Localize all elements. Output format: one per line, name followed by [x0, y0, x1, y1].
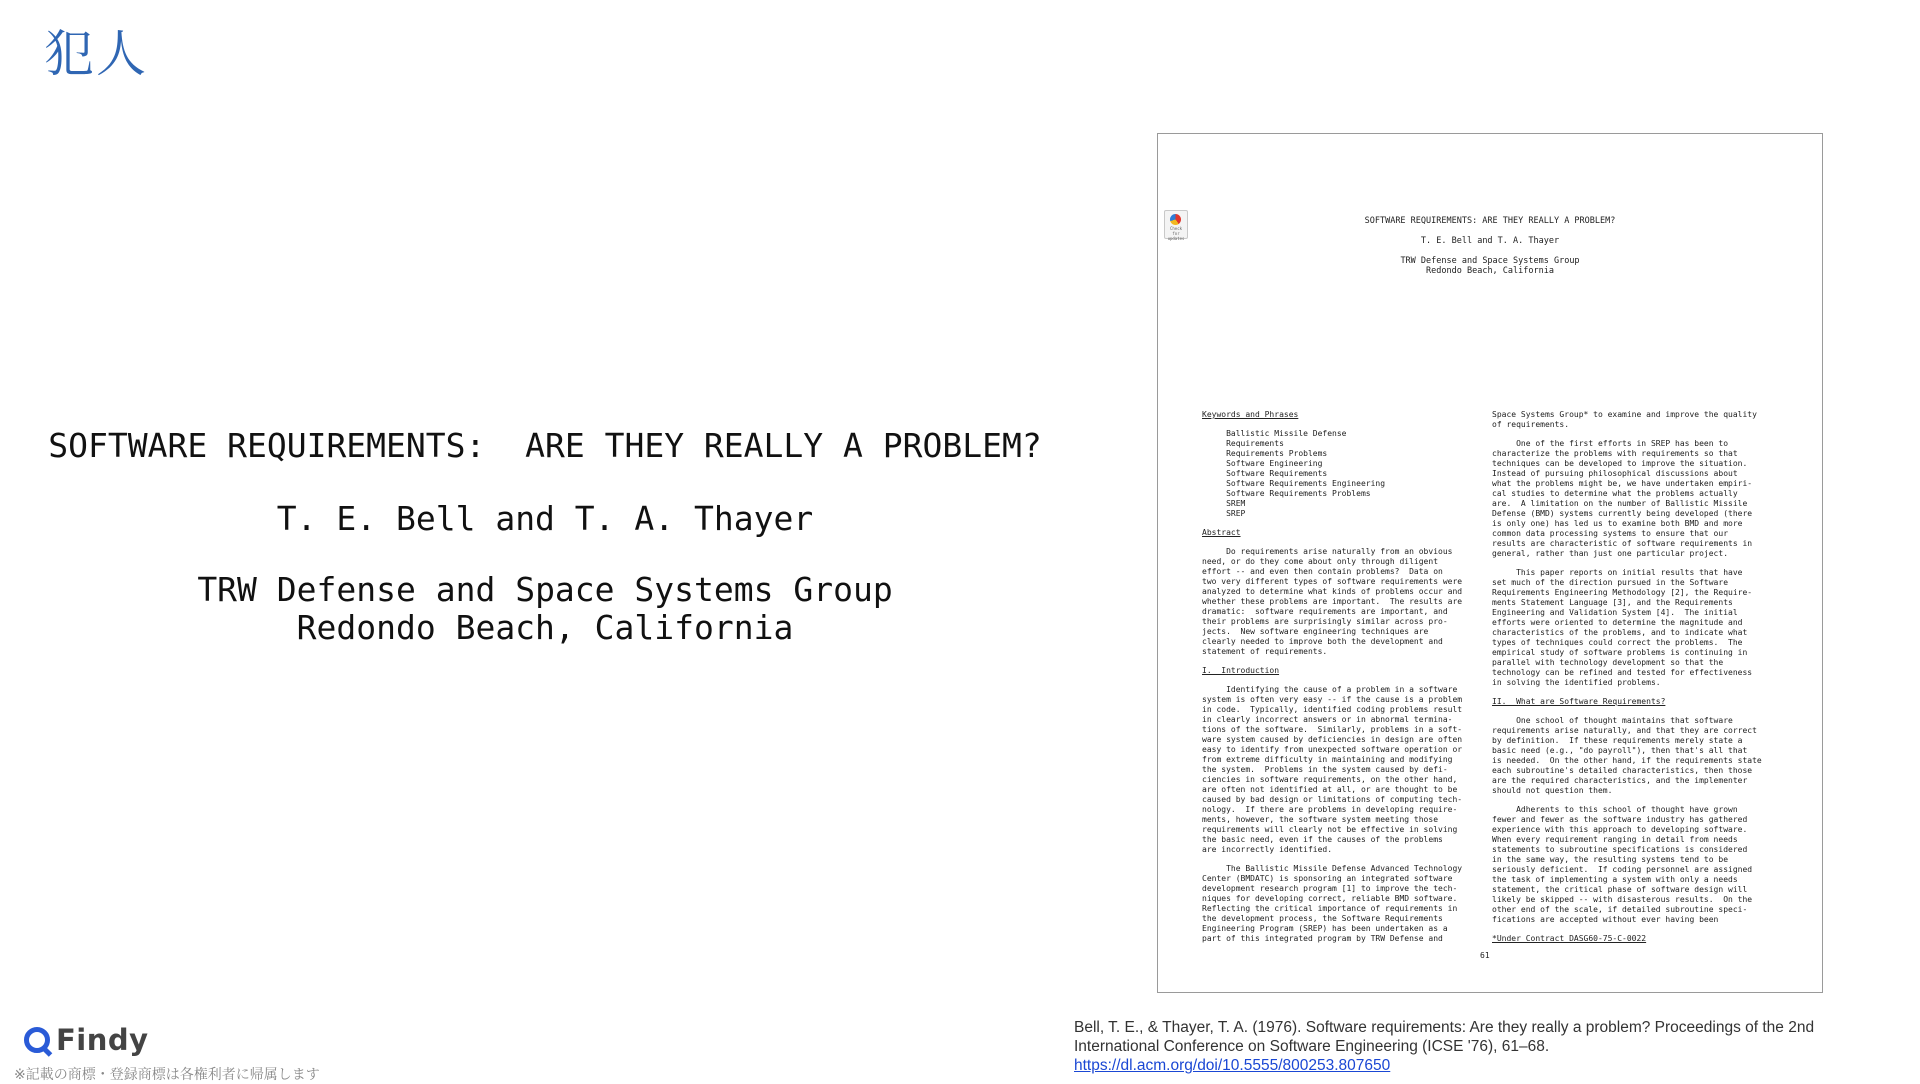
paper-text-line: Identifying the cause of a problem in a software: [1202, 685, 1458, 694]
paper-text-line: in clearly incorrect answers or in abnormal termina-: [1202, 715, 1453, 724]
paragraph-gap: [1202, 538, 1462, 547]
paper-text-line: cal studies to determine what the problems actually: [1492, 489, 1738, 498]
paragraph-gap: [1492, 430, 1762, 439]
paragraph-gap: [1492, 688, 1762, 697]
paper-text-line: what the problems might be, we have undertaken empiri-: [1492, 479, 1753, 488]
paper-text-line: the basic need, even if the causes of the problems: [1202, 835, 1443, 844]
paper-text-line: development research program [1] to improve the tech-: [1202, 884, 1458, 893]
paper-text-line: results are characteristic of software requirements in: [1492, 539, 1753, 548]
paragraph-gap: [1492, 925, 1762, 934]
paragraph-gap: [1202, 855, 1462, 864]
excerpt-place: Redondo Beach, California: [296, 608, 794, 647]
paper-text-line: Reflecting the critical importance of requirements in: [1202, 904, 1458, 913]
paragraph-gap: [1202, 657, 1462, 666]
paper-text-line: experience with this approach to developing software.: [1492, 825, 1748, 834]
paper-text-line: Requirements Engineering Methodology [2], the Require-: [1492, 588, 1753, 597]
paragraph-gap: [1492, 559, 1762, 568]
paper-left-column: [1202, 410, 1462, 944]
paper-text-line: is only one) has led us to examine both BMD and more: [1492, 519, 1743, 528]
paper-text-line: seriously deficient. If coding personnel are assigned: [1492, 865, 1753, 874]
paper-text-line: niques for developing correct, reliable BMD software.: [1202, 894, 1458, 903]
paper-text-line: requirements will clearly not be effective in solving: [1202, 825, 1458, 834]
paper-text-line: other end of the scale, if detailed subroutine speci-: [1492, 905, 1748, 914]
paper-text-line: the development process, the Software Requirements: [1202, 914, 1443, 923]
paper-text-line: in the same way, the resulting systems tend to be: [1492, 855, 1729, 864]
paragraph-gap: [1202, 519, 1462, 528]
paper-text-line: tions of the software. Similarly, problems in a soft-: [1202, 725, 1463, 734]
paper-text-line: should not question them.: [1492, 786, 1613, 795]
paragraph-gap: [1202, 420, 1462, 429]
paper-text-line: Ballistic Missile Defense: [1202, 429, 1347, 438]
paper-text-line: in code. Typically, identified coding problems result: [1202, 705, 1463, 714]
paper-text-line: One school of thought maintains that software: [1492, 716, 1733, 725]
paper-text-line: This paper reports on initial results that have: [1492, 568, 1743, 577]
paper-text-line: are often not identified at all, or are thought to be: [1202, 785, 1458, 794]
paper-text-line: Defense (BMD) systems currently being developed (there: [1492, 509, 1753, 518]
paper-text-line: the task of implementing a system with only a needs: [1492, 875, 1738, 884]
paper-text-line: two very different types of software requirements were: [1202, 577, 1463, 586]
paper-text-line: need, or do they come about only through diligent: [1202, 557, 1439, 566]
citation-text: Bell, T. E., & Thayer, T. A. (1976). Software requirements: Are they really a problem? Proceedings of the 2nd International Conference on Software Engineering (ICSE '76), 61–68.: [1074, 1019, 1815, 1055]
paper-text-line: easy to identify from unexpected software operation or: [1202, 745, 1463, 754]
paper-text-line: types of techniques could correct the problems. The: [1492, 638, 1743, 647]
excerpt-org: TRW Defense and Space Systems Group: [197, 570, 893, 609]
paper-text-line: Requirements: [1202, 439, 1284, 448]
paper-text-line: Space Systems Group* to examine and improve the quality: [1492, 410, 1757, 419]
excerpt-title: SOFTWARE REQUIREMENTS: ARE THEY REALLY A PROBLEM?: [48, 426, 1042, 465]
paper-text-line: One of the first efforts in SREP has been to: [1492, 439, 1729, 448]
paper-text-line: Center (BMDATC) is sponsoring an integrated software: [1202, 874, 1453, 883]
paper-text-line: ciencies in software requirements, on the other hand,: [1202, 775, 1458, 784]
citation: [1074, 1018, 1894, 1075]
paper-text-line: clearly needed to improve both the development and: [1202, 637, 1443, 646]
paper-text-line: in solving the identified problems.: [1492, 678, 1661, 687]
paper-place: Redondo Beach, California: [1426, 266, 1554, 276]
paper-text-line: Software Requirements Problems: [1202, 489, 1371, 498]
paper-text-line: SREP: [1202, 509, 1246, 518]
paper-title-excerpt: [0, 425, 1090, 647]
paper-text-line: Instead of pursuing philosophical discussions about: [1492, 469, 1738, 478]
findy-logo: [24, 1022, 149, 1058]
paper-text-line: ware system caused by deficiencies in design are often: [1202, 735, 1463, 744]
paper-text-line: Software Requirements: [1202, 469, 1328, 478]
paper-text-line: characteristics of the problems, and to indicate what: [1492, 628, 1748, 637]
paper-text-line: likely be skipped -- with disasterous results. On the: [1492, 895, 1753, 904]
paper-text-line: common data processing systems to ensure that our: [1492, 529, 1729, 538]
paper-text-line: fewer and fewer as the software industry has gathered: [1492, 815, 1748, 824]
paper-text-line: statements to subroutine specifications is considered: [1492, 845, 1748, 854]
paper-text-line: by definition. If these requirements merely state a: [1492, 736, 1743, 745]
paper-text-line: Engineering and Validation System [4]. The initial: [1492, 608, 1738, 617]
paper-org: TRW Defense and Space Systems Group: [1400, 256, 1580, 266]
paper-text-line: system is often very easy -- if the cause is a problem: [1202, 695, 1463, 704]
paper-text-line: technology can be refined and tested for effectiveness: [1492, 668, 1753, 677]
paper-text-line: empirical study of software problems is continuing in: [1492, 648, 1748, 657]
paper-authors: T. E. Bell and T. A. Thayer: [1420, 236, 1560, 246]
paper-text-line: part of this integrated program by TRW Defense and: [1202, 934, 1443, 943]
paper-text-line: techniques can be developed to improve the situation.: [1492, 459, 1748, 468]
paper-text-line: are. A limitation on the number of Ballistic Missile: [1492, 499, 1748, 508]
paper-text-line: are the required characteristics, and the implementer: [1492, 776, 1748, 785]
section-heading: Keywords and Phrases: [1202, 410, 1299, 419]
paper-text-line: statement, the critical phase of software design will: [1492, 885, 1748, 894]
paper-text-line: set much of the direction pursued in the Software: [1492, 578, 1729, 587]
paper-text-line: Software Engineering: [1202, 459, 1323, 468]
paper-text-line: Requirements Problems: [1202, 449, 1328, 458]
paper-text-line: Do requirements arise naturally from an obvious: [1202, 547, 1453, 556]
paragraph-gap: [1202, 676, 1462, 685]
paper-text-line: dramatic: software requirements are important, and: [1202, 607, 1448, 616]
section-heading: Abstract: [1202, 528, 1241, 537]
paper-text-line: general, rather than just one particular project.: [1492, 549, 1729, 558]
paper-text-line: are incorrectly identified.: [1202, 845, 1333, 854]
badge-label: Check for updates: [1167, 226, 1185, 241]
section-heading: I. Introduction: [1202, 666, 1280, 675]
citation-link[interactable]: https://dl.acm.org/doi/10.5555/800253.807650: [1074, 1057, 1391, 1074]
paper-page-image: [1157, 133, 1823, 993]
paper-text-line: is needed. On the other hand, if the requirements state: [1492, 756, 1762, 765]
paper-text-line: fications are accepted without ever having been: [1492, 915, 1719, 924]
paper-text-line: whether these problems are important. The results are: [1202, 597, 1463, 606]
excerpt-authors: T. E. Bell and T. A. Thayer: [276, 499, 814, 538]
paper-right-column: [1492, 410, 1762, 944]
paper-text-line: ments, however, the software system meeting those: [1202, 815, 1439, 824]
paragraph-gap: [1492, 707, 1762, 716]
paper-text-line: their problems are surprisingly similar across pro-: [1202, 617, 1448, 626]
paper-text-line: caused by bad design or limitations of computing tech-: [1202, 795, 1463, 804]
section-heading: II. What are Software Requirements?: [1492, 697, 1666, 706]
paper-text-line: each subroutine's detailed characteristics, then those: [1492, 766, 1753, 775]
paper-text-line: basic need (e.g., "do payroll"), then that's all that: [1492, 746, 1748, 755]
paper-text-line: the system. Problems in the system caused by defi-: [1202, 765, 1448, 774]
paper-title: SOFTWARE REQUIREMENTS: ARE THEY REALLY A PROBLEM?: [1364, 216, 1616, 226]
paper-text-line: Engineering Program (SREP) has been undertaken as a: [1202, 924, 1448, 933]
paper-text-line: characterize the problems with requirements so that: [1492, 449, 1738, 458]
slide-title: 犯人: [44, 25, 148, 83]
findy-logo-icon: [24, 1027, 50, 1053]
section-heading: *Under Contract DASG60-75-C-0022: [1492, 934, 1647, 943]
trademark-note: ※記載の商標・登録商標は各権利者に帰属します: [14, 1067, 320, 1083]
page-number: 61: [1480, 951, 1490, 960]
paragraph-gap: [1492, 796, 1762, 805]
paper-text-line: statement of requirements.: [1202, 647, 1328, 656]
paper-text-line: requirements arise naturally, and that they are correct: [1492, 726, 1757, 735]
paper-text-line: of requirements.: [1492, 420, 1570, 429]
paper-text-line: jects. New software engineering techniques are: [1202, 627, 1429, 636]
findy-logo-text: Findy: [56, 1023, 149, 1057]
paper-text-line: from extreme difficulty in maintaining and modifying: [1202, 755, 1453, 764]
paper-text-line: effort -- and even then contain problems? Data on: [1202, 567, 1443, 576]
paper-text-line: Software Requirements Engineering: [1202, 479, 1386, 488]
paper-text-line: Adherents to this school of thought have grown: [1492, 805, 1738, 814]
paper-text-line: SREM: [1202, 499, 1246, 508]
paper-text-line: ments Statement Language [3], and the Requirements: [1492, 598, 1733, 607]
paper-text-line: efforts were oriented to determine the magnitude and: [1492, 618, 1743, 627]
paper-text-line: analyzed to determine what kinds of problems occur and: [1202, 587, 1463, 596]
paper-text-line: When every requirement ranging in detail from needs: [1492, 835, 1738, 844]
paper-text-line: nology. If there are problems in developing require-: [1202, 805, 1458, 814]
paper-text-line: The Ballistic Missile Defense Advanced Technology: [1202, 864, 1463, 873]
paper-text-line: parallel with technology development so that the: [1492, 658, 1724, 667]
